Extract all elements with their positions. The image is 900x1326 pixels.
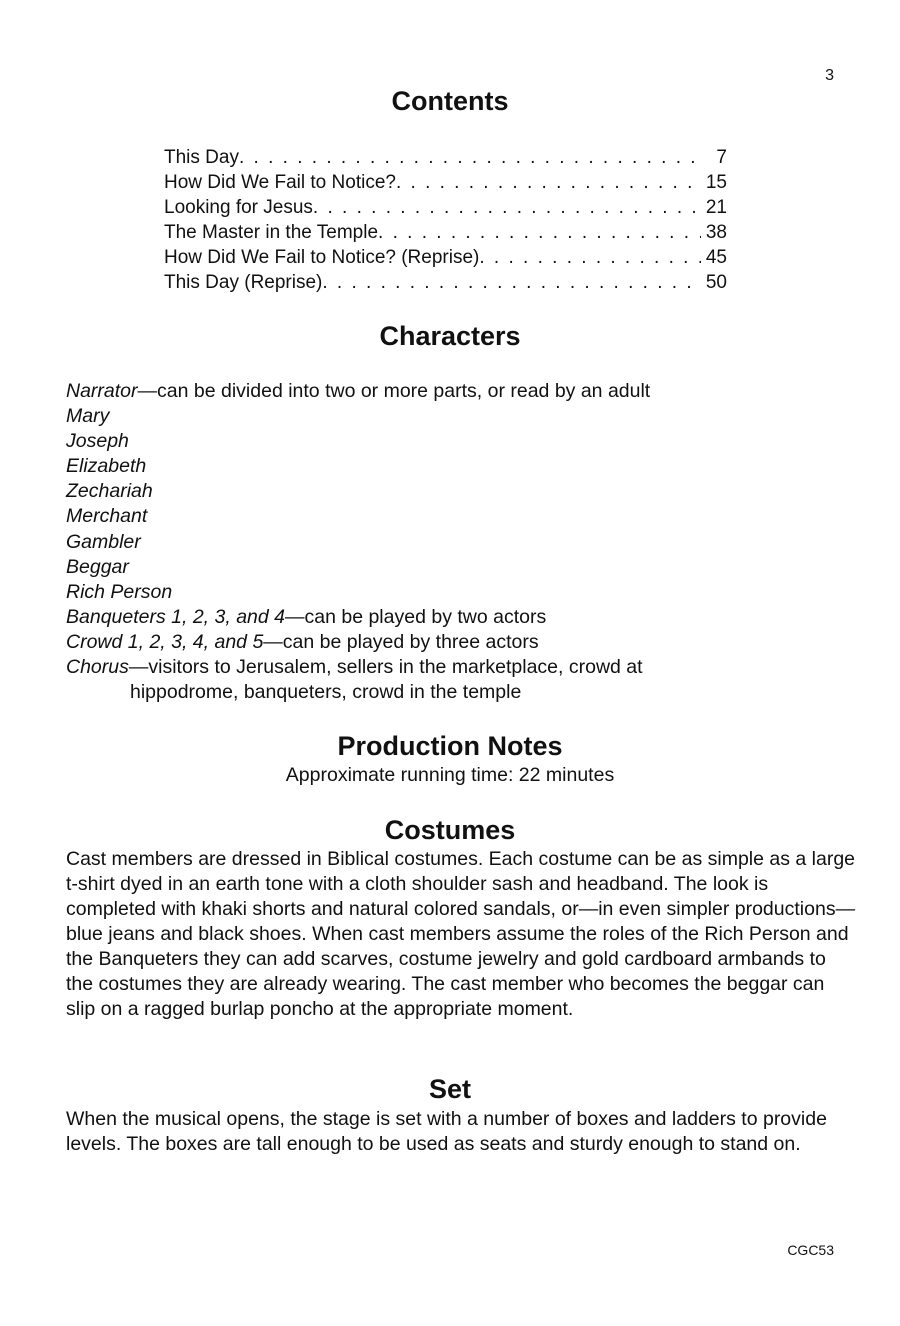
character-description-continuation: hippodrome, banqueters, crowd in the temple (130, 681, 522, 704)
footer-catalog-code: CGC53 (787, 1242, 834, 1258)
character-item (66, 454, 866, 479)
character-description: —can be divided into two or more parts, or read by an adult (137, 380, 651, 402)
character-name: Zechariah (66, 480, 153, 503)
character-name: Mary (66, 405, 110, 428)
character-name: Gambler (66, 530, 141, 553)
characters-heading: Characters (379, 321, 521, 351)
production-notes-heading: Production Notes (337, 731, 563, 761)
toc-entry-title: The Master in the Temple (164, 222, 379, 243)
toc-entry-title: Looking for Jesus (164, 197, 313, 218)
toc-entry (164, 145, 727, 170)
toc-entry-title: How Did We Fail to Notice? (164, 172, 396, 193)
contents-heading: Contents (391, 86, 509, 116)
toc-entry-page: 15 (705, 172, 727, 193)
character-item (66, 404, 866, 429)
character-name: Crowd 1, 2, 3, 4, and 5 (66, 630, 264, 653)
toc-entry (164, 220, 727, 245)
character-name: Chorus (66, 656, 129, 679)
character-item (66, 479, 866, 504)
toc-leader-dots (396, 170, 701, 195)
toc-leader-dots (479, 245, 701, 270)
character-name: Beggar (66, 555, 129, 578)
page-number: 3 (825, 67, 834, 84)
character-item (66, 655, 866, 680)
toc-entry-title: This Day (Reprise) (164, 272, 323, 293)
toc-entry-page: 50 (705, 272, 727, 293)
character-item (66, 580, 866, 605)
table-of-contents (164, 145, 727, 295)
character-description: —can be played by three actors (263, 630, 539, 653)
character-name: Elizabeth (66, 455, 147, 478)
toc-entry (164, 245, 727, 270)
toc-entry-page: 45 (705, 247, 727, 268)
toc-entry-title: How Did We Fail to Notice? (Reprise) (164, 247, 480, 268)
set-heading: Set (428, 1074, 472, 1104)
character-item (66, 605, 866, 630)
toc-leader-dots (378, 220, 701, 245)
character-item (66, 379, 866, 404)
character-name: Banqueters 1, 2, 3, and 4 (66, 605, 285, 628)
character-description: —visitors to Jerusalem, sellers in the marketplace, crowd at (128, 656, 643, 679)
toc-entry (164, 195, 727, 220)
toc-entry-page: 21 (705, 197, 727, 218)
character-name: Narrator (66, 380, 138, 402)
toc-entry-page: 38 (705, 222, 727, 243)
costumes-paragraph: Cast members are dressed in Biblical costumes. Each costume can be as simple as a large t-shirt dyed in an earth tone with a cloth shoulder sash and headband. The look is completed with khaki shorts and natural colored sandals, or—in even simpler productions—blue jeans and black shoes. When cast members assume the roles of the Rich Person and the Banqueters they can add scarves, costume jewelry and gold cardboard armbands to the costumes they are already wearing. The cast member who becomes the beggar can slip on a ragged burlap poncho at the appropriate moment. (66, 848, 856, 1020)
set-paragraph: When the musical opens, the stage is set with a number of boxes and ladders to provide levels. The boxes are tall enough to be used as seats and sturdy enough to stand on. (66, 1108, 827, 1155)
character-item (66, 429, 866, 454)
toc-entry-page: 7 (716, 147, 727, 168)
costumes-heading: Costumes (384, 815, 516, 845)
toc-leader-dots (322, 270, 701, 295)
toc-entry (164, 170, 727, 195)
character-item (66, 530, 866, 555)
character-item (66, 630, 866, 655)
character-name: Rich Person (66, 580, 173, 603)
character-description: —can be played by two actors (285, 605, 547, 628)
toc-leader-dots (239, 145, 701, 170)
character-name: Merchant (66, 505, 148, 528)
character-list (66, 379, 866, 705)
running-time: Approximate running time: 22 minutes (285, 764, 615, 786)
character-item (66, 504, 866, 529)
toc-leader-dots (313, 195, 701, 220)
character-name: Joseph (66, 430, 129, 453)
toc-entry (164, 270, 727, 295)
toc-entry-title: This Day (164, 147, 239, 168)
character-item (66, 555, 866, 580)
